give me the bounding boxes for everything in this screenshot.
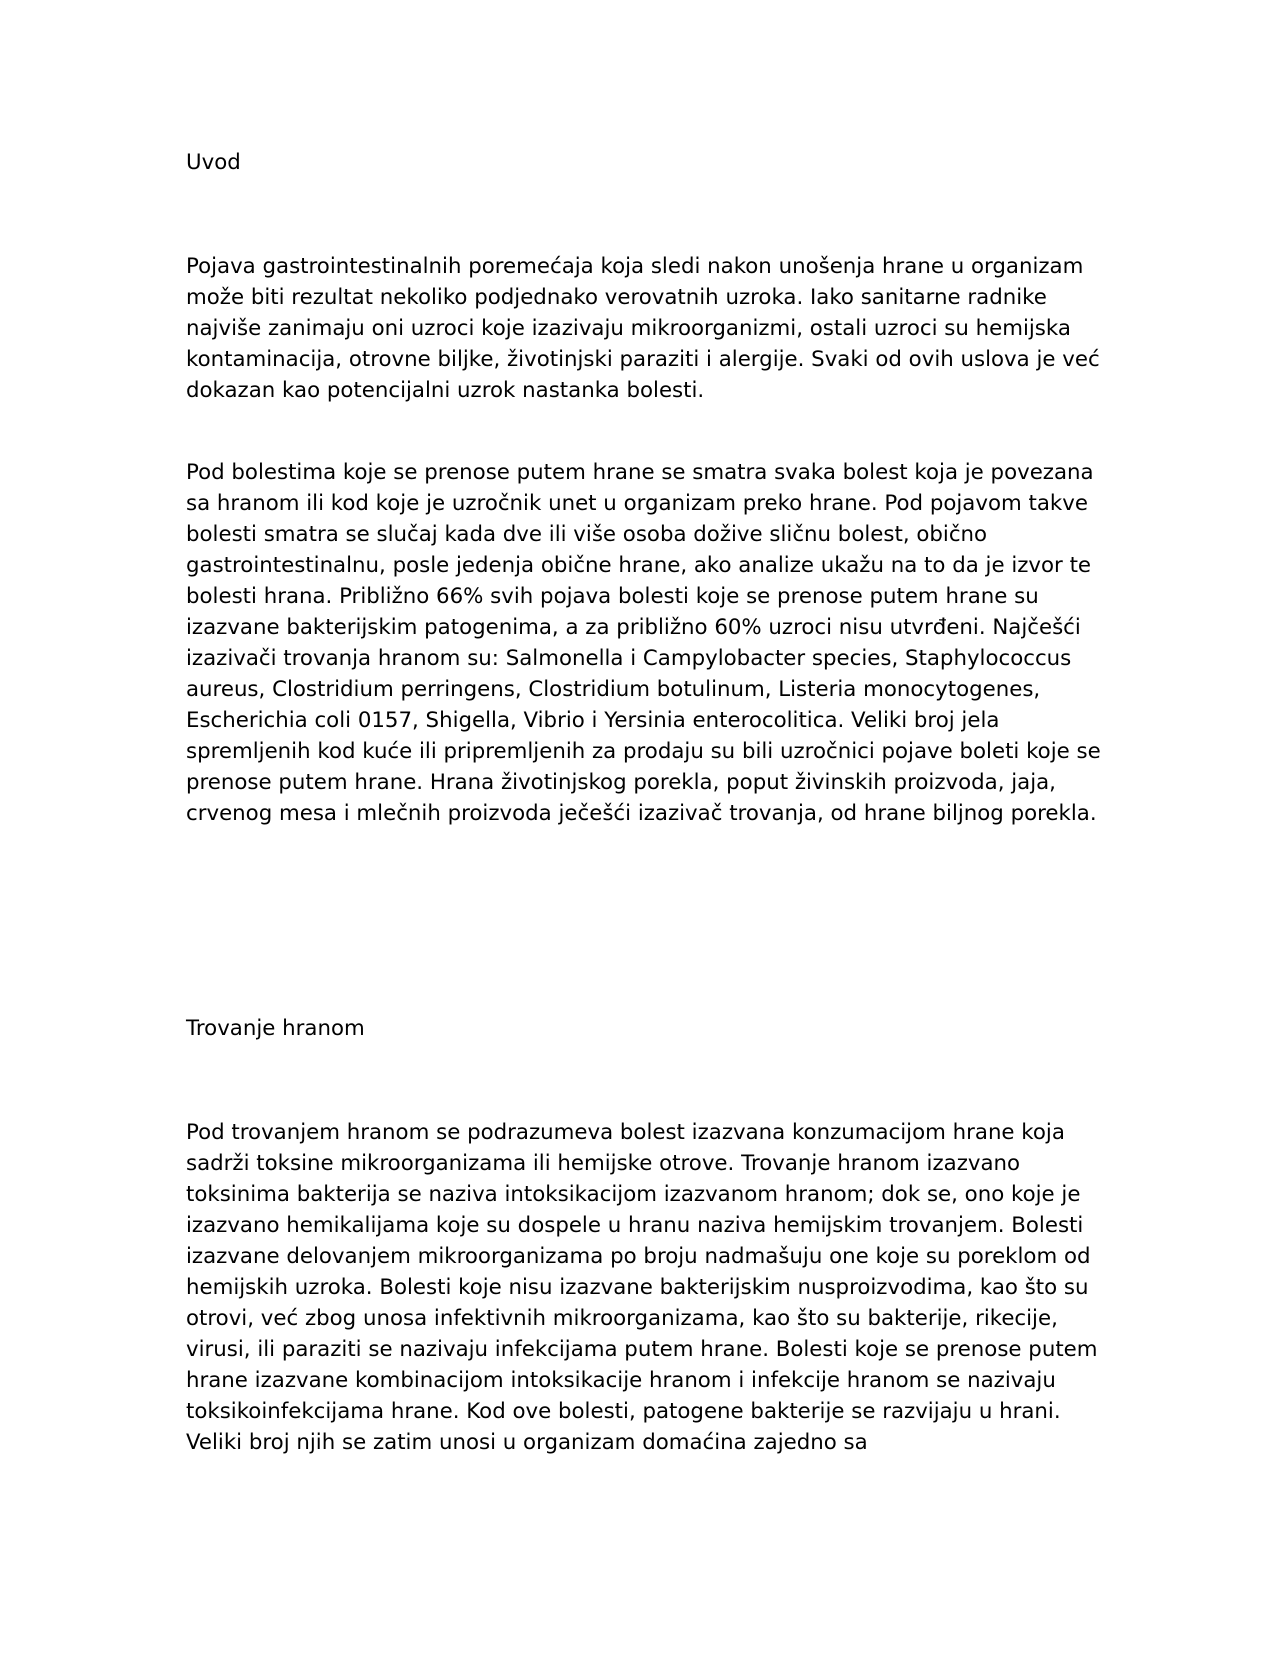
paragraph-trovanje-1: Pod trovanjem hranom se podrazumeva bolest izazvana konzumacijom hrane koja sadrži toksine mikroorganizama ili hemijske otrove. Trovanje hranom izazvano toksinima bakterija se naziva intoksikacijom izazvanom hranom; dok se, ono koje je izazvano hemikalijama koje su dospele u hranu naziva hemijskim trovanjem. Bolesti izazvane delovanjem mikroorganizama po broju nadmašuju one koje su poreklom od hemijskih uzroka. Bolesti koje nisu izazvane bakterijskim nusproizvodima, kao što su otrovi, već zbog unosa infektivnih mikroorganizama, kao što su bakterije, rikecije, virusi, ili paraziti se nazivaju infekcijama putem hrane. Bolesti koje se prenose putem hrane izazvane kombinacijom intoksikacije hranom i infekcije hranom se nazivaju toksikoinfekcijama hrane. Kod ove bolesti, patogene bakterije se razvijaju u hrani. Veliki broj njih se zatim unosi u organizam domaćina zajedno sa [186,1120,1098,1455]
paragraph-intro-2: Pod bolestima koje se prenose putem hrane se smatra svaka bolest koja je povezana sa hranom ili kod koje je uzročnik unet u organizam preko hrane. Pod pojavom takve bolesti smatra se slučaj kada dve ili više osoba dožive sličnu bolest, obično gastrointestinalnu, posle jedenja obične hrane, ako analize ukažu na to da je izvor te bolesti hrana. Približno 66% svih pojava bolesti koje se prenose putem hrane su izazvane bakterijskim patogenima, a za približno 60% uzroci nisu utvrđeni. Najčešći izazivači trovanja hranom su: Salmonella i Campylobacter species, Staphylococcus aureus, Clostridium perringens, Clostridium botulinum, Listeria monocytogenes, Escherichia coli 0157, Shigella, Vibrio i Yersinia enterocolitica. Veliki broj jela spremljenih kod kuće ili pripremljenih za prodaju su bili uzročnici pojave boleti koje se prenose putem hrane. Hrana životinjskog porekla, poput živinskih proizvoda, jaja, crvenog mesa i mlečnih proizvoda ječešći izazivač trovanja, od hrane biljnog porekla. [186,460,1101,826]
section-heading-trovanje-hranom: Trovanje hranom [186,1016,365,1041]
section-heading-uvod: Uvod [186,150,241,175]
paragraph-intro-1: Pojava gastrointestinalnih poremećaja koja sledi nakon unošenja hrane u organizam može biti rezultat nekoliko podjednako verovatnih uzroka. Iako sanitarne radnike najviše zanimaju oni uzroci koje izazivaju mikroorganizmi, ostali uzroci su hemijska kontaminacija, otrovne biljke, životinjski paraziti i alergije. Svaki od ovih uslova je već dokazan kao potencijalni uzrok nastanka bolesti. [186,254,1100,403]
